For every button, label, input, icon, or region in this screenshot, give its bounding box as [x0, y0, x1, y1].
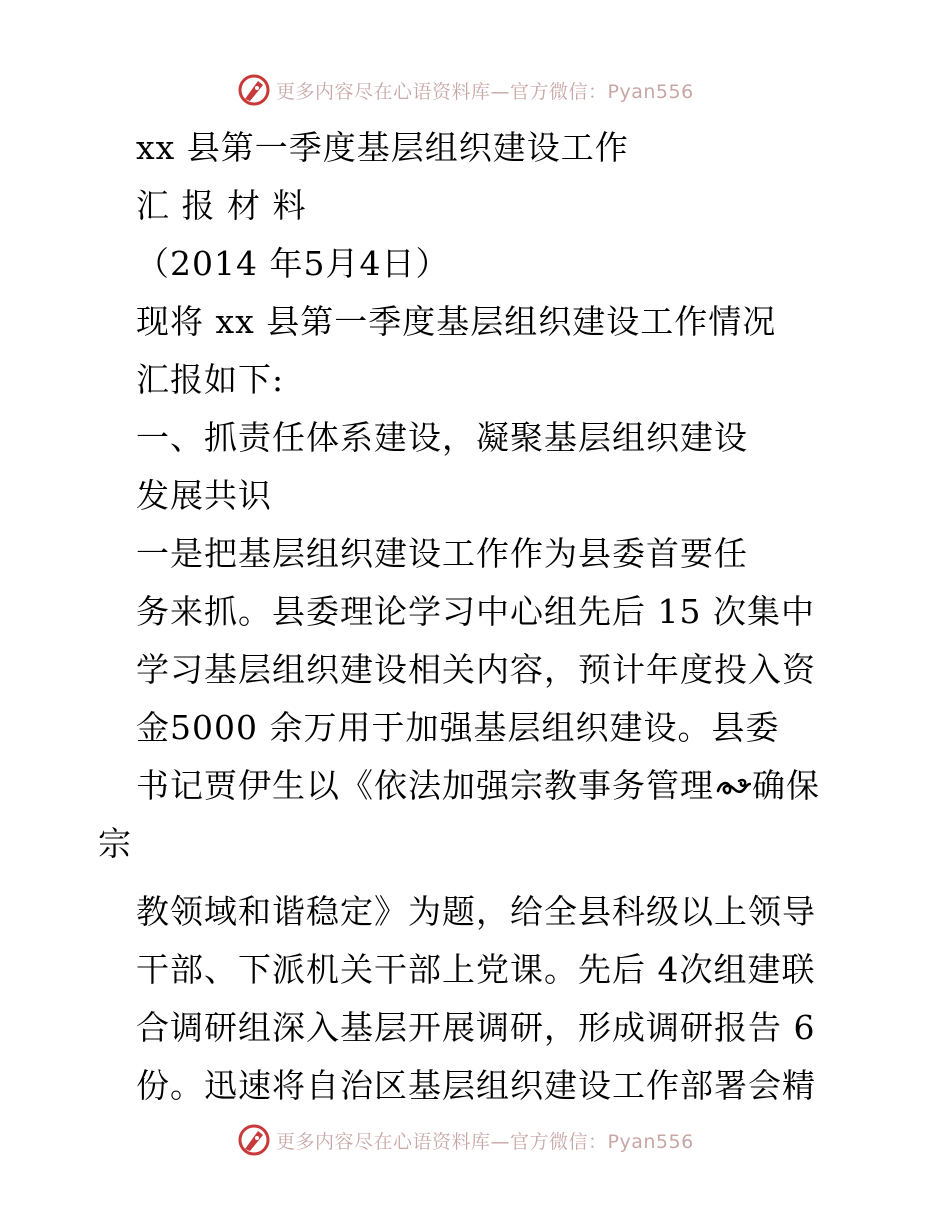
body-line: 务来抓。县委理论学习中心组先后 15 次集中 [136, 592, 815, 631]
body-line: 金5000 余万用于加强基层组织建设。县委 [136, 708, 780, 747]
document-title: xx 县第一季度基层组织建设工作 [136, 128, 629, 167]
body-line: 现将 xx 县第一季度基层组织建设工作情况 [136, 302, 777, 341]
body-line-with-ornament [136, 766, 820, 806]
body-line: 份。迅速将自治区基层组织建设工作部署会精 [136, 1066, 816, 1105]
section-heading-cont: 发展共识 [136, 476, 272, 515]
pen-nib-logo [236, 72, 272, 108]
pen-nib-logo [236, 1122, 272, 1158]
document-subtitle: 汇 报 材 料 [136, 186, 307, 225]
body-line: 教领域和谐稳定》为题，给全县科级以上领导 [136, 892, 816, 931]
watermark-banner-top [236, 70, 694, 110]
document-body [0, 118, 950, 1108]
body-line: 合调研组深入基层开展调研，形成调研报告 6 [136, 1008, 816, 1047]
flourish-ornament-icon [715, 775, 751, 799]
body-line-overflow: 宗 [98, 824, 132, 863]
document-date: （2014 年5月4日） [136, 244, 450, 283]
watermark-text: 更多内容尽在心语资料库—官方微信：Pyan556 [276, 80, 694, 103]
watermark-banner-bottom [236, 1120, 694, 1160]
watermark-text: 更多内容尽在心语资料库—官方微信：Pyan556 [276, 1130, 694, 1153]
body-line: 汇报如下: [136, 360, 285, 399]
body-line: 干部、下派机关干部上党课。先后 4次组建联 [136, 950, 816, 989]
section-heading: 一、抓责任体系建设，凝聚基层组织建设 [136, 418, 748, 457]
body-line: 一是把基层组织建设工作作为县委首要任 [136, 534, 748, 573]
body-line-part: 书记贾伊生以《依法加强宗教事务管理 [136, 766, 714, 805]
body-line-part: 确保 [752, 766, 820, 805]
body-line: 学习基层组织建设相关内容，预计年度投入资 [136, 650, 816, 689]
